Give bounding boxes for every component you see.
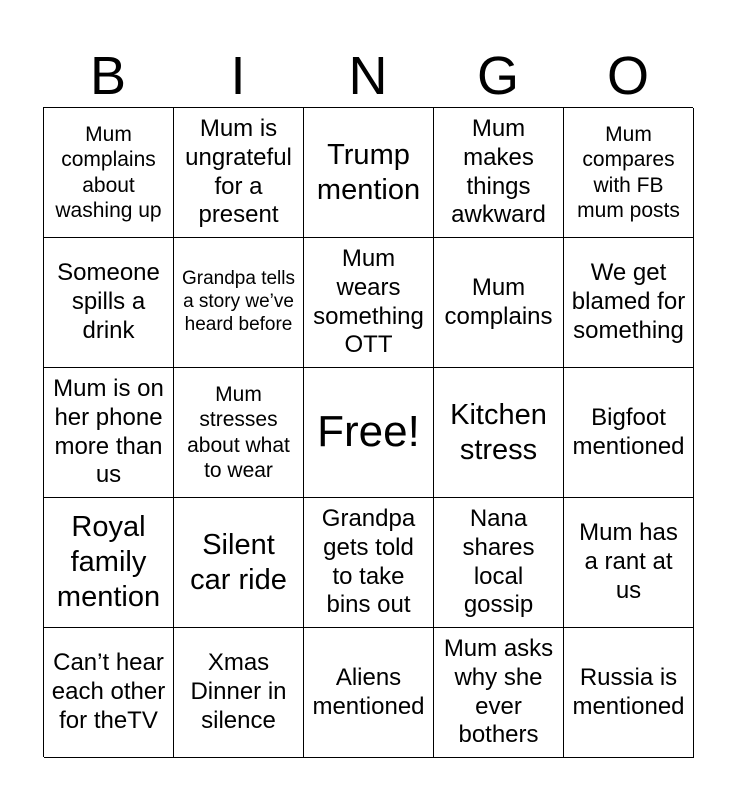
header-letter-o: O [606,46,649,106]
bingo-cell[interactable] [44,628,174,758]
cell-text: Mum stresses about what to wear [187,383,290,482]
bingo-cell[interactable] [564,498,694,628]
bingo-cell[interactable] [174,238,304,368]
cell-text: Mum asks why she ever bothers [443,634,554,749]
bingo-cell[interactable] [44,108,174,238]
free-space-label: Free! [317,407,420,457]
cell-text: Royal family mention [56,511,161,613]
cell-text: Russia is mentioned [572,663,685,720]
cell-text: Xmas Dinner in silence [190,649,287,734]
cell-text: Mum is on her phone more than us [53,374,164,489]
bingo-board [43,107,693,757]
bingo-cell[interactable] [564,238,694,368]
bingo-cell[interactable] [434,238,564,368]
cell-text: Mum is ungrateful for a present [185,114,292,229]
bingo-cell[interactable] [434,368,564,498]
cell-text: Silent car ride [190,528,287,596]
cell-text: Mum complains about washing up [55,123,162,222]
bingo-cell[interactable] [564,628,694,758]
free-space-cell[interactable] [304,368,434,498]
cell-text: Mum wears something OTT [313,244,424,359]
bingo-cell[interactable] [304,498,434,628]
cell-text: Mum complains [444,273,553,330]
bingo-cell[interactable] [304,238,434,368]
bingo-cell[interactable] [304,628,434,758]
bingo-cell[interactable] [174,108,304,238]
bingo-cell[interactable] [44,498,174,628]
bingo-cell[interactable] [174,498,304,628]
cell-text: Mum has a rant at us [579,519,678,604]
cell-text: Trump mention [316,138,421,206]
cell-text: Mum makes things awkward [451,114,546,229]
header-letter-i: I [230,46,246,106]
cell-text: Mum compares with FB mum posts [577,123,680,222]
cell-text: Grandpa tells a story we’ve heard before [181,268,295,335]
cell-text: Aliens mentioned [312,663,425,720]
cell-text: Can’t hear each other for theTV [51,649,166,734]
header-letter-g: G [476,46,519,106]
bingo-cell[interactable] [174,368,304,498]
cell-text: Someone spills a drink [57,259,160,344]
bingo-cell[interactable] [44,238,174,368]
cell-text: Kitchen stress [450,398,547,466]
bingo-cell[interactable] [434,108,564,238]
cell-text: Grandpa gets told to take bins out [321,504,416,619]
cell-text: Nana shares local gossip [462,504,535,619]
header-letter-n: N [348,46,388,106]
bingo-cell[interactable] [564,108,694,238]
cell-text: Bigfoot mentioned [572,403,685,460]
bingo-cell[interactable] [44,368,174,498]
bingo-cell[interactable] [174,628,304,758]
bingo-cell[interactable] [304,108,434,238]
bingo-cell[interactable] [434,628,564,758]
header-letter-b: B [89,46,127,106]
bingo-cell[interactable] [564,368,694,498]
cell-text: We get blamed for something [571,259,686,344]
bingo-header [43,44,693,108]
bingo-cell[interactable] [434,498,564,628]
